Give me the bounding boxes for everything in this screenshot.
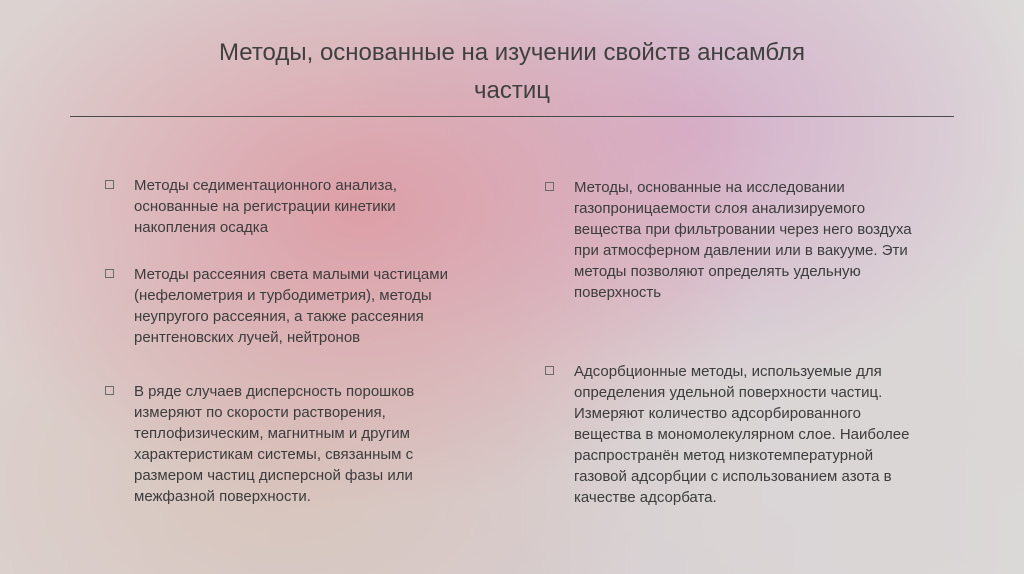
- bullet-text: [134, 175, 397, 238]
- bullet-line: основанные на регистрации кинетики: [134, 198, 396, 215]
- bullet-line: В ряде случаев дисперсность порошков: [134, 383, 415, 400]
- bullet-item-light-scattering: [105, 264, 448, 348]
- checkbox-icon: [105, 269, 114, 278]
- checkbox-icon: [105, 386, 114, 395]
- bullet-line: методы позволяют определять удельную: [574, 263, 861, 280]
- bullet-line: вещества в мономолекулярном слое. Наиболее: [574, 426, 910, 443]
- bullet-line: теплофизическим, магнитным и другим: [134, 425, 410, 442]
- bullet-line: при атмосферном давлении или в вакууме. Эти: [574, 242, 908, 259]
- bullet-line: Адсорбционные методы, используемые для: [574, 363, 882, 380]
- bullet-line: накопления осадка: [134, 219, 269, 236]
- bullet-line: межфазной поверхности.: [134, 488, 311, 505]
- bullet-line: газопроницаемости слоя анализируемого: [574, 200, 866, 217]
- bullet-line: (нефелометрия и турбодиметрия), методы: [134, 287, 432, 304]
- bullet-text: [134, 381, 414, 507]
- bullet-item-gas-permeability: [545, 177, 912, 303]
- bullet-line: Методы рассеяния света малыми частицами: [134, 266, 448, 283]
- slide-title: [70, 34, 954, 110]
- bullet-line: Методы, основанные на исследовании: [574, 179, 845, 196]
- bullet-line: измеряют по скорости растворения,: [134, 404, 386, 421]
- bullet-line: вещества при фильтровании через него воздуха: [574, 221, 912, 238]
- slide-title-line-2: частиц: [474, 77, 550, 104]
- bullet-line: характеристикам системы, связанным с: [134, 446, 414, 463]
- bullet-item-sedimentation: [105, 175, 397, 238]
- checkbox-icon: [545, 366, 554, 375]
- title-divider: [70, 116, 954, 117]
- bullet-line: неупругого рассеяния, а также рассеяния: [134, 308, 424, 325]
- bullet-text: [574, 361, 909, 508]
- bullet-line: поверхность: [574, 284, 662, 301]
- bullet-line: распространён метод низкотемпературной: [574, 447, 874, 464]
- checkbox-icon: [545, 182, 554, 191]
- bullet-line: определения удельной поверхности частиц.: [574, 384, 883, 401]
- bullet-line: размером частиц дисперсной фазы или: [134, 467, 413, 484]
- bullet-text: [134, 264, 448, 348]
- bullet-line: Методы седиментационного анализа,: [134, 177, 397, 194]
- bullet-line: рентгеновских лучей, нейтронов: [134, 329, 361, 346]
- checkbox-icon: [105, 180, 114, 189]
- bullet-line: качестве адсорбата.: [574, 489, 717, 506]
- slide-title-line-1: Методы, основанные на изучении свойств ансамбля: [219, 39, 805, 66]
- bullet-line: газовой адсорбции с использованием азота в: [574, 468, 892, 485]
- bullet-line: Измеряют количество адсорбированного: [574, 405, 861, 422]
- bullet-item-dissolution: [105, 381, 414, 507]
- bullet-text: [574, 177, 912, 303]
- bullet-item-adsorption: [545, 361, 909, 508]
